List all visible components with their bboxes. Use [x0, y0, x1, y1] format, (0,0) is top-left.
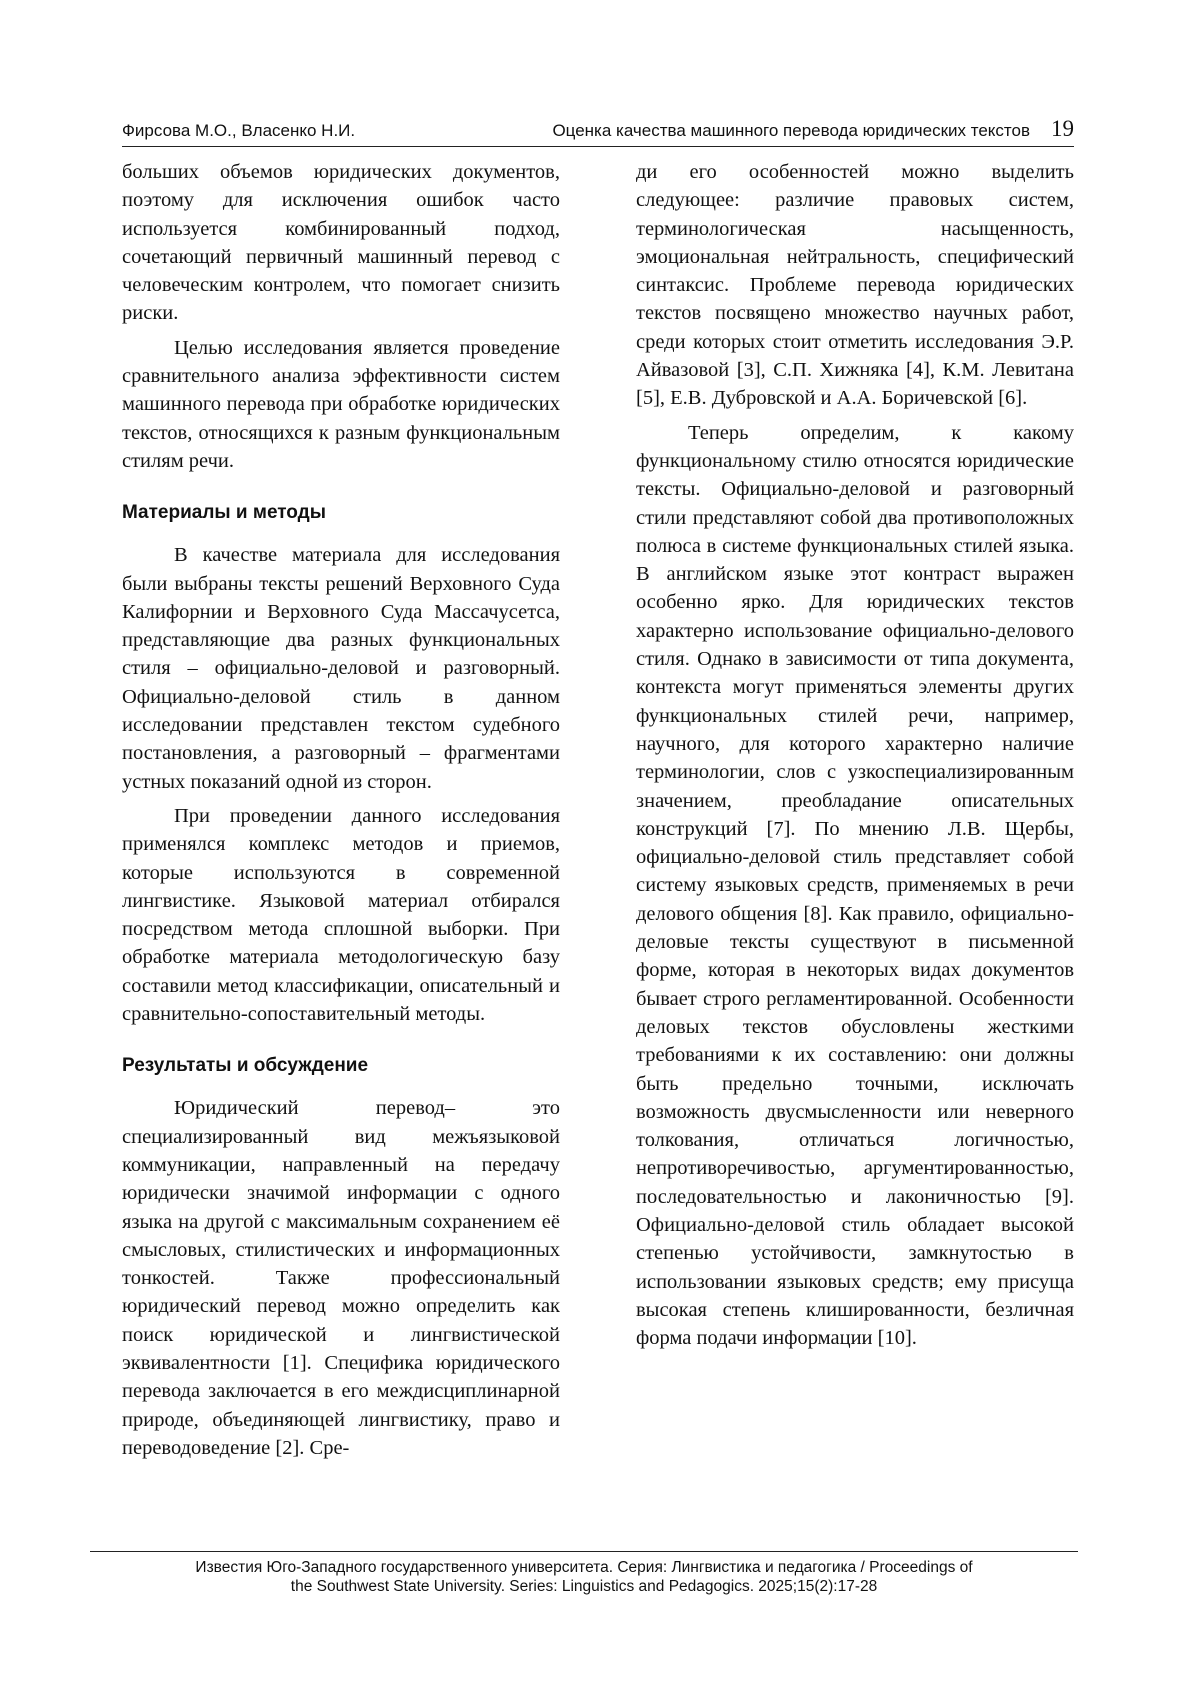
- footer-line: the Southwest State University. Series: Linguistics and Pedagogics. 2025;15(2):17-28: [290, 1578, 878, 1595]
- paragraph: больших объемов юридических документов, поэтому для исключения ошибок часто используется комбинированный подход, сочетающий первичный машинный перевод с человеческим контролем, что помогает снизить риски.: [122, 161, 560, 325]
- page-number: 19: [1051, 116, 1074, 141]
- paragraph: При проведении данного исследования применялся комплекс методов и приемов, которые используются в современной лингвистике. Языковой материал отбирался посредством метода сплошной выборки. При обработке материала методологическую базу составили метод классификации, описательный и сравнительно-сопоставительный методы.: [122, 804, 560, 1026]
- header-article-title: Оценка качества машинного перевода юридических текстов: [552, 121, 1030, 140]
- footer-line: Известия Юго-Западного государственного университета. Серия: Лингвистика и педагогика / Proceedings of: [195, 1559, 973, 1576]
- journal-footer: [90, 1551, 1078, 1596]
- paragraph: Целью исследования является проведение сравнительного анализа эффективности систем машинного перевода при обработке юридических текстов, относящихся к разным функциональным стилям речи.: [122, 336, 560, 472]
- left-column: [122, 158, 560, 1468]
- paragraph: Теперь определим, к какому функциональному стилю относятся юридические тексты. Официально-деловой и разговорный стили представляют собой два противоположных полюса в системе функциональных стилей языка. В английском языке этот контраст выражен особенно ярко. Для юридических текстов характерно использование официально-делового стиля. Однако в зависимости от типа документа, контекста могут применяться элементы других функциональных стилей речи, например, научного, для которого характерно наличие терминологии, слов с узкоспециализированным значением, преобладание описательных конструкций [7]. По мнению Л.В. Щербы, официально-деловой стиль представляет собой систему языковых средств, применяемых в речи делового общения [8]. Как правило, официально-деловые тексты существуют в письменной форме, которая в некоторых видах документов бывает строго регламентированной. Особенности деловых текстов обусловлены жесткими требованиями к их составлению: они должны быть предельно точными, исключать возможность двусмысленности или неверного толкования, отличаться логичностью, непротиворечивостью, аргументированностью, последовательностью и лаконичностью [9]. Официально-деловой стиль обладает высокой степенью устойчивости, замкнутостью в использовании языковых средств; ему присуща высокая степень клишированности, безличная форма подачи информации [10].: [636, 421, 1074, 1350]
- header-authors: Фирсова М.О., Власенко Н.И.: [122, 121, 356, 140]
- paragraph: ди его особенностей можно выделить следующее: различие правовых систем, терминологическая насыщенность, эмоциональная нейтральность, специфический синтаксис. Проблеме перевода юридических текстов посвящено множество научных работ, среди которых стоит отметить исследования Э.Р. Айвазовой [3], С.П. Хижняка [4], К.М. Левитана [5], Е.В. Дубровской и А.А. Боричевской [6].: [636, 161, 1074, 410]
- section-heading-materials-methods: Материалы и методы: [122, 502, 326, 524]
- section-heading-results-discussion: Результаты и обсуждение: [122, 1055, 369, 1077]
- paragraph: В качестве материала для исследования были выбраны тексты решений Верховного Суда Калифорнии и Верховного Суда Массачусетса, представляющие два разных функциональных стиля – официально-деловой и разговорный. Официально-деловой стиль в данном исследовании представлен текстом судебного постановления, а разговорный – фрагментами устных показаний одной из сторон.: [122, 544, 560, 793]
- right-column: [636, 158, 1074, 1358]
- paragraph: Юридический перевод– это специализированный вид межъязыковой коммуникации, направленный на передачу юридически значимой информации с одного языка на другой с максимальным сохранением её смысловых, стилистических и информационных тонкостей. Также профессиональный юридический перевод можно определить как поиск юридической и лингвистической эквивалентности [1]. Специфика юридического перевода заключается в его междисциплинарной природе, объединяющей лингвистику, право и переводоведение [2]. Сре-: [122, 1097, 560, 1459]
- running-header: [122, 116, 1074, 147]
